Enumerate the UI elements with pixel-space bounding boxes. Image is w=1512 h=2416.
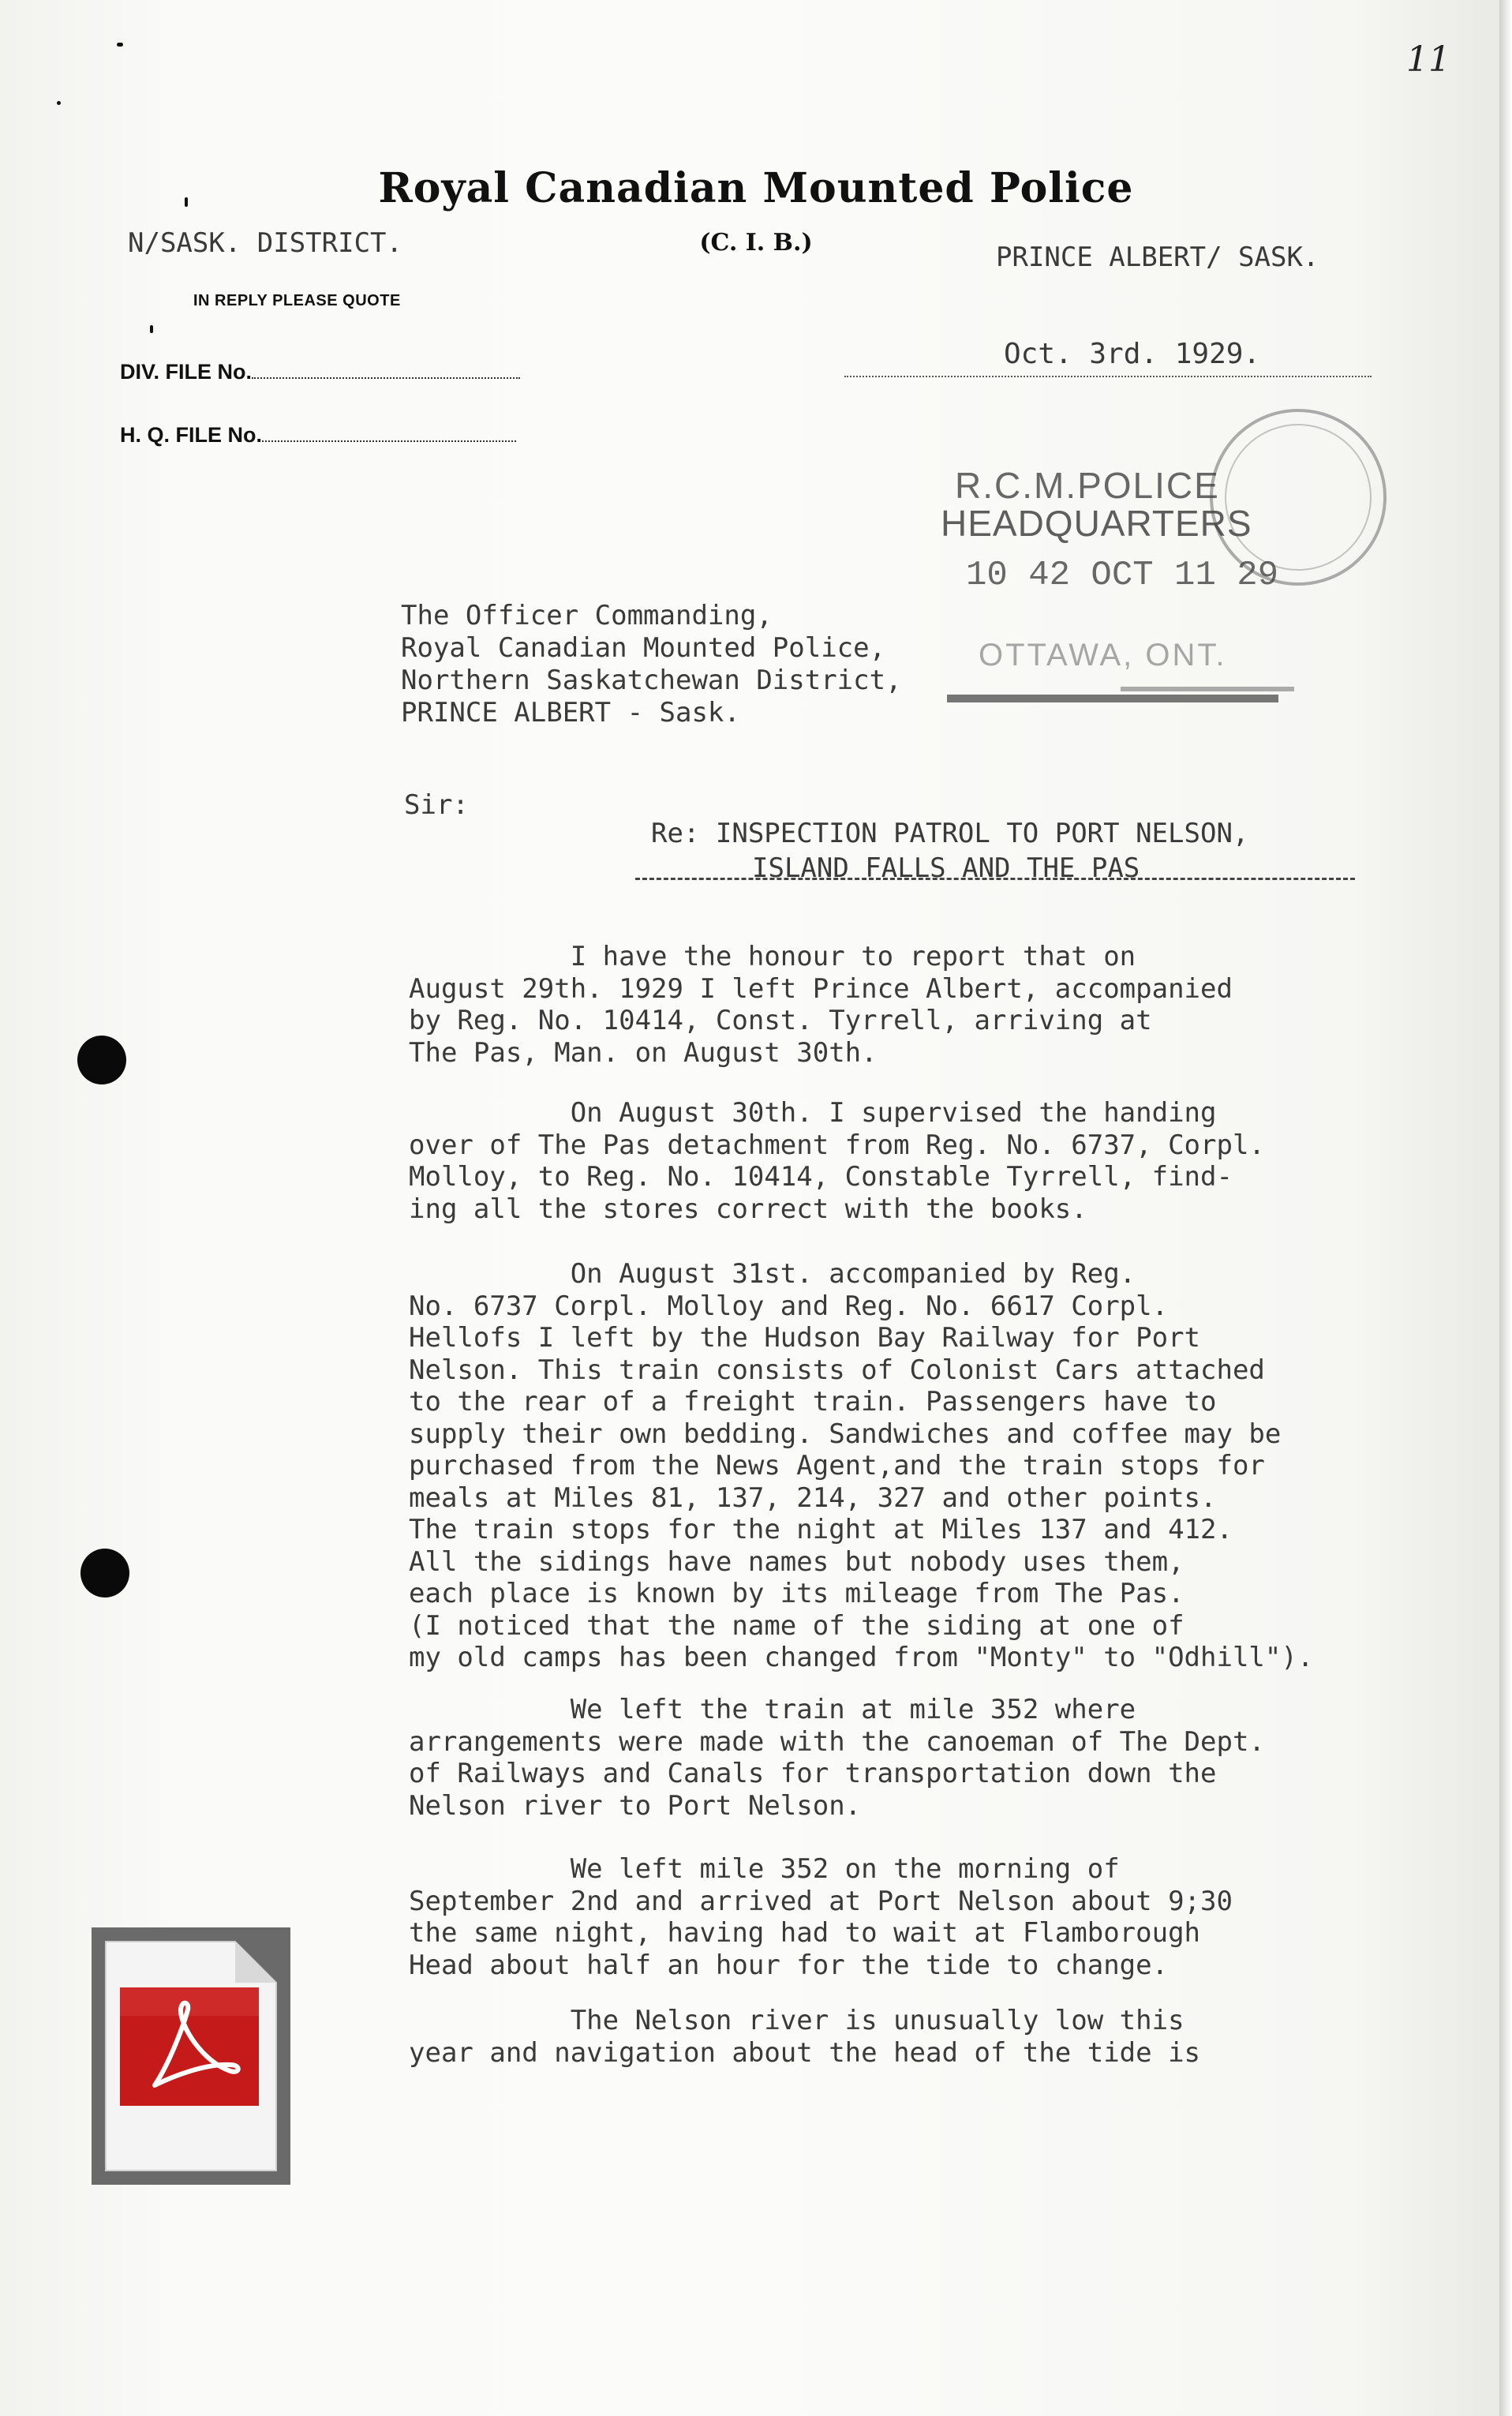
city-heading: PRINCE ALBERT/ SASK. [996, 242, 1319, 273]
hq-file-line [120, 423, 516, 448]
letter-date: Oct. 3rd. 1929. [1004, 338, 1261, 370]
letterhead-subtitle: (C. I. B.) [699, 229, 813, 257]
recipient-address [401, 600, 902, 729]
hq-file-label: H. Q. FILE No. [120, 423, 262, 447]
hq-file-blank [262, 425, 516, 442]
div-file-blank [252, 361, 520, 379]
pdf-file-icon[interactable] [92, 1927, 290, 2185]
body-paragraph-2: On August 30th. I supervised the handing over of The Pas detachment from Reg. No. 6737, Corpl. Molloy, to Reg. No. 10414, Constable Tyrrell, find- ing all the stores correct with the books. [409, 1097, 1265, 1225]
stamp-line-4: OTTAWA, ONT. [979, 638, 1227, 672]
subject-line [651, 816, 1248, 886]
body-paragraph-5: We left mile 352 on the morning of September 2nd and arrived at Port Nelson about 9;30 the same night, having had to wait at Flamborough Head about half an hour for the tide to change. [409, 1853, 1233, 1981]
subject-underline [635, 878, 1355, 880]
subject-line-1: Re: INSPECTION PATROL TO PORT NELSON, [651, 818, 1249, 849]
address-line: Northern Saskatchewan District, [401, 665, 902, 696]
punch-hole [80, 1549, 129, 1598]
body-paragraph-6: The Nelson river is unusually low this year and navigation about the head of the tide is [409, 2005, 1201, 2069]
div-file-label: DIV. FILE No. [120, 360, 253, 384]
body-paragraph-1: I have the honour to report that on August 29th. 1929 I left Prince Albert, accompanied by Reg. No. 10414, Const. Tyrrell, arriving at The Pas, Man. on August 30th. [409, 941, 1233, 1069]
address-line: PRINCE ALBERT - Sask. [401, 697, 740, 729]
stamp-line-1: R.C.M.POLICE [955, 465, 1220, 506]
address-line: Royal Canadian Mounted Police, [401, 632, 886, 664]
received-stamp [931, 387, 1389, 718]
body-paragraph-4: We left the train at mile 352 where arrangements were made with the canoeman of The Dept. of Railways and Canals for transportation down the Nelson river to Port Nelson. [409, 1694, 1265, 1822]
ink-speck [117, 43, 123, 47]
punch-hole [77, 1036, 126, 1084]
page-edge [1499, 0, 1512, 2416]
ink-speck [57, 101, 61, 105]
subject-line-2: ISLAND FALLS AND THE PAS [752, 852, 1140, 884]
letterhead-title: Royal Canadian Mounted Police [378, 164, 1134, 212]
body-paragraph-3: On August 31st. accompanied by Reg. No. 6737 Corpl. Molloy and Reg. No. 6617 Corpl. Hellofs I left by the Hudson Bay Railway for Port Nelson. This train consists of Colonist Cars attached to the rear of a freight train. Passengers have to supply their own bedding. Sandwiches and coffee may be purchased from the News Agent,and the train stops for meals at Miles 81, 137, 214, 327 and other points. The train stops for the night at Miles 137 and 412. All the sidings have names but nobody uses them, each place is known by its mileage from The Pas. (I noticed that the name of the siding at one of my old camps has been changed from "Monty" to "Odhill"). [409, 1258, 1314, 1673]
page-number-mark: 11 [1406, 39, 1450, 80]
stamp-line-3: 10 42 OCT 11 29 [966, 556, 1279, 595]
pdf-icon-graphic [92, 1927, 290, 2185]
stamp-line-2: HEADQUARTERS [941, 503, 1252, 544]
salutation: Sir: [404, 789, 469, 821]
date-underline [844, 376, 1372, 377]
div-file-line [120, 360, 520, 384]
ink-speck [150, 325, 153, 333]
district-heading: N/SASK. DISTRICT. [128, 227, 402, 259]
reply-note: IN REPLY PLEASE QUOTE [193, 292, 401, 309]
address-line: The Officer Commanding, [401, 600, 773, 631]
